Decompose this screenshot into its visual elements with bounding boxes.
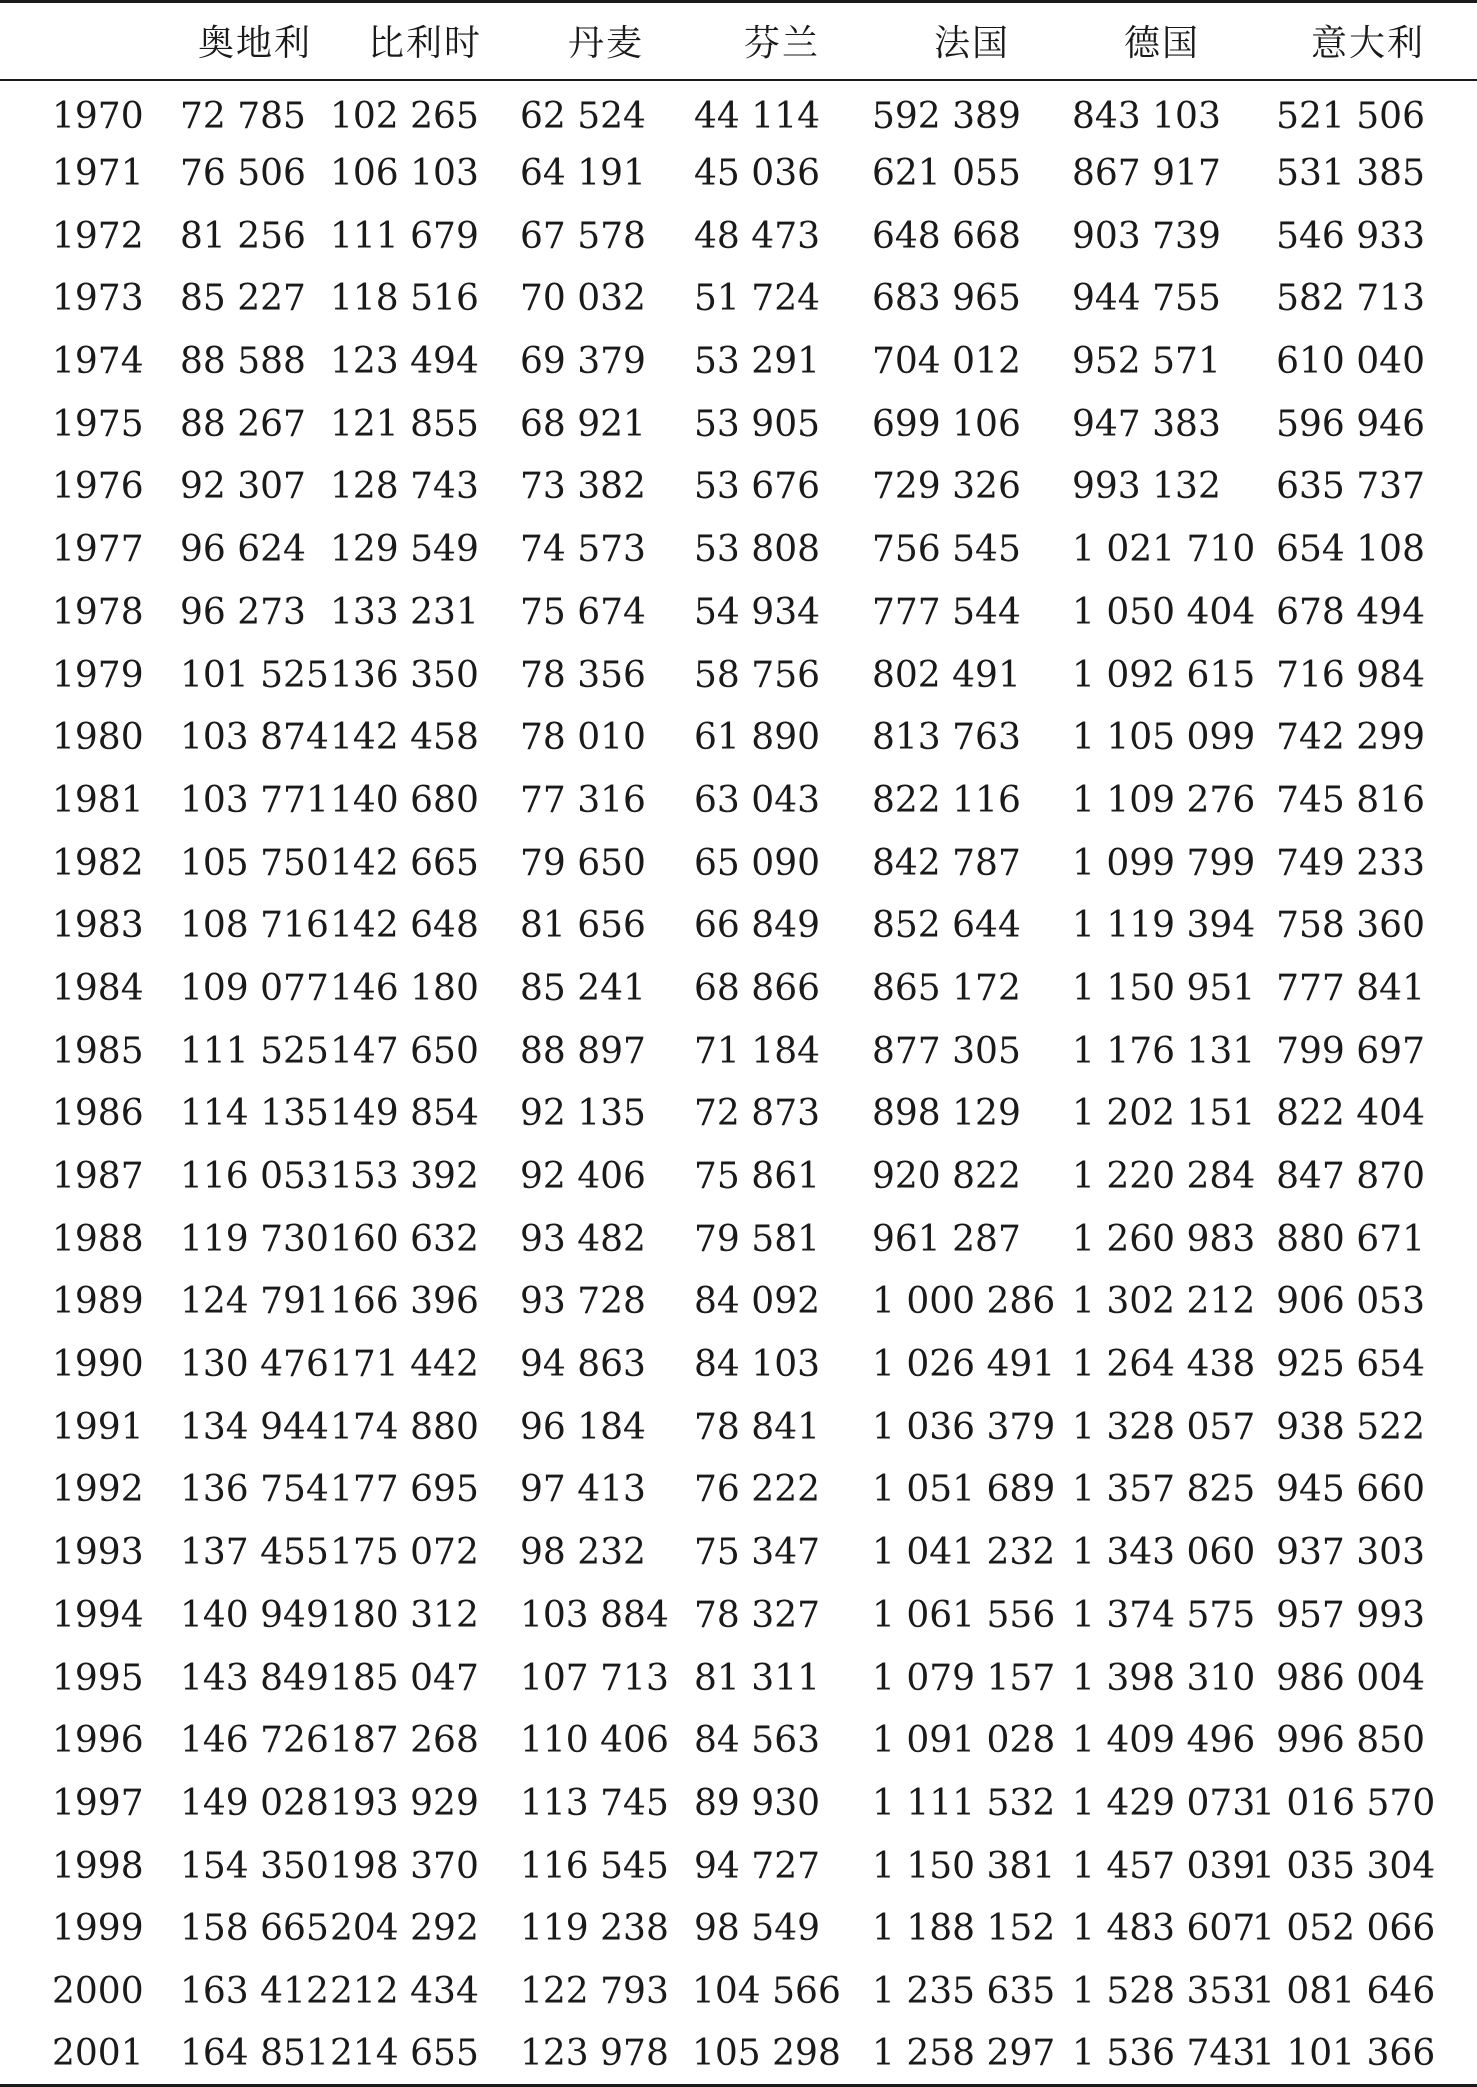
table-row (0, 1521, 1477, 1584)
table-cell: 140 680 (330, 779, 479, 821)
table-cell: 53 676 (694, 466, 820, 508)
table-cell: 74 573 (520, 529, 646, 571)
table-cell: 78 327 (694, 1594, 820, 1636)
table-row (0, 456, 1477, 519)
table-cell: 143 849 (180, 1657, 329, 1699)
table-cell: 986 004 (1276, 1657, 1425, 1699)
table-cell: 635 737 (1276, 466, 1425, 508)
table-row (0, 1083, 1477, 1146)
table-cell: 79 650 (520, 842, 646, 884)
table-cell: 75 347 (694, 1532, 820, 1574)
table-cell: 136 754 (180, 1469, 329, 1511)
table-cell: 1 105 099 (1072, 717, 1256, 759)
table-cell: 1 457 039 (1072, 1845, 1256, 1887)
table-cell: 813 763 (872, 717, 1021, 759)
table-row (0, 1897, 1477, 1960)
table-cell: 777 841 (1276, 967, 1425, 1009)
row-year: 1999 (52, 1908, 144, 1950)
table-cell: 699 106 (872, 403, 1021, 445)
row-year: 1998 (52, 1845, 144, 1887)
header-row (0, 2, 1477, 80)
column-header: 丹麦 (520, 2, 692, 80)
table-cell: 106 103 (330, 153, 479, 195)
table-row (0, 706, 1477, 769)
row-year: 1977 (52, 529, 144, 571)
table-cell: 1 264 438 (1072, 1344, 1256, 1386)
table-cell: 94 863 (520, 1344, 646, 1386)
table-cell: 111 525 (180, 1030, 329, 1072)
table-cell: 957 993 (1276, 1594, 1425, 1636)
row-year: 1994 (52, 1594, 144, 1636)
table-row (0, 957, 1477, 1020)
table-cell: 1 374 575 (1072, 1594, 1256, 1636)
table-cell: 1 061 556 (872, 1594, 1056, 1636)
table-cell: 61 890 (694, 717, 820, 759)
table-cell: 842 787 (872, 842, 1021, 884)
table-cell: 1 035 304 (1252, 1845, 1436, 1887)
table-cell: 114 135 (180, 1093, 329, 1135)
table-cell: 85 227 (180, 278, 306, 320)
row-year: 1987 (52, 1156, 144, 1198)
table-cell: 867 917 (1072, 153, 1221, 195)
table-cell: 1 176 131 (1072, 1030, 1256, 1072)
table-cell: 749 233 (1276, 842, 1425, 884)
row-year: 1990 (52, 1344, 144, 1386)
row-year: 1993 (52, 1532, 144, 1574)
row-year: 1972 (52, 215, 144, 257)
table-cell: 193 929 (330, 1782, 479, 1824)
table-cell: 683 965 (872, 278, 1021, 320)
table-cell: 1 050 404 (1072, 591, 1256, 633)
row-year: 1973 (52, 278, 144, 320)
table-cell: 48 473 (694, 215, 820, 257)
table-cell: 1 111 532 (872, 1782, 1056, 1824)
table-cell: 758 360 (1276, 905, 1425, 947)
table-cell: 103 874 (180, 717, 329, 759)
table-cell: 880 671 (1276, 1218, 1425, 1260)
table-cell: 149 028 (180, 1782, 329, 1824)
table-cell: 920 822 (872, 1156, 1021, 1198)
table-cell: 93 728 (520, 1281, 646, 1323)
table-row (0, 142, 1477, 205)
table-cell: 44 114 (694, 95, 820, 137)
table-cell: 81 311 (694, 1657, 820, 1699)
table-cell: 961 287 (872, 1218, 1021, 1260)
table-cell: 756 545 (872, 529, 1021, 571)
table-cell: 1 000 286 (872, 1281, 1056, 1323)
row-year: 1975 (52, 403, 144, 445)
table-cell: 102 265 (330, 95, 479, 137)
table-cell: 704 012 (872, 341, 1021, 383)
table-cell: 1 052 066 (1252, 1908, 1436, 1950)
table-row (0, 1208, 1477, 1271)
table-row (0, 2023, 1477, 2086)
table-cell: 852 644 (872, 905, 1021, 947)
row-year: 1992 (52, 1469, 144, 1511)
table-cell: 119 730 (180, 1218, 329, 1260)
table-cell: 648 668 (872, 215, 1021, 257)
table-cell: 53 808 (694, 529, 820, 571)
row-year: 1985 (52, 1030, 144, 1072)
table-cell: 160 632 (330, 1218, 479, 1260)
table-row (0, 1709, 1477, 1772)
table-cell: 163 412 (180, 1970, 329, 2012)
table-cell: 865 172 (872, 967, 1021, 1009)
table-cell: 89 930 (694, 1782, 820, 1824)
table-cell: 898 129 (872, 1093, 1021, 1135)
table-row (0, 1772, 1477, 1835)
row-year: 1997 (52, 1782, 144, 1824)
table-cell: 847 870 (1276, 1156, 1425, 1198)
table-cell: 72 785 (180, 95, 306, 137)
table-cell: 96 273 (180, 591, 306, 633)
table-cell: 1 528 353 (1072, 1970, 1256, 2012)
table-row (0, 1584, 1477, 1647)
table-cell: 938 522 (1276, 1406, 1425, 1448)
table-cell: 81 656 (520, 905, 646, 947)
column-header: 德国 (1072, 2, 1252, 80)
table-cell: 947 383 (1072, 403, 1221, 445)
table-cell: 66 849 (694, 905, 820, 947)
table-cell: 116 545 (520, 1845, 669, 1887)
table-cell: 1 092 615 (1072, 654, 1256, 696)
table-row (0, 1333, 1477, 1396)
table-cell: 204 292 (330, 1908, 479, 1950)
table-cell: 128 743 (330, 466, 479, 508)
table-cell: 79 581 (694, 1218, 820, 1260)
table-cell: 76 506 (180, 153, 306, 195)
table-cell: 140 949 (180, 1594, 329, 1636)
table-cell: 88 897 (520, 1030, 646, 1072)
table-cell: 154 350 (180, 1845, 329, 1887)
row-year: 1978 (52, 591, 144, 633)
table-cell: 71 184 (694, 1030, 820, 1072)
row-year: 1982 (52, 842, 144, 884)
table-row (0, 1396, 1477, 1459)
table-cell: 993 132 (1072, 466, 1221, 508)
table-cell: 94 727 (694, 1845, 820, 1887)
table-cell: 212 434 (330, 1970, 479, 2012)
table-cell: 546 933 (1276, 215, 1425, 257)
table-cell: 1 051 689 (872, 1469, 1056, 1511)
table-cell: 1 302 212 (1072, 1281, 1256, 1323)
table-cell: 187 268 (330, 1720, 479, 1762)
table-cell: 123 494 (330, 341, 479, 383)
column-header: 意大利 (1252, 2, 1477, 80)
row-year: 2001 (0, 2023, 180, 2086)
table-cell: 166 396 (330, 1281, 479, 1323)
table-cell: 937 303 (1276, 1532, 1425, 1574)
table-cell: 877 305 (872, 1030, 1021, 1072)
table-cell: 1 150 381 (872, 1845, 1056, 1887)
table-cell: 944 755 (1072, 278, 1221, 320)
table-cell: 729 326 (872, 466, 1021, 508)
table-cell: 103 771 (180, 779, 329, 821)
table-cell: 596 946 (1276, 403, 1425, 445)
table-cell: 124 791 (180, 1281, 329, 1323)
row-year: 1970 (52, 95, 144, 137)
table-body (0, 80, 1477, 2086)
row-year: 1983 (52, 905, 144, 947)
row-year: 1986 (52, 1093, 144, 1135)
table-cell: 97 413 (520, 1469, 646, 1511)
table-cell: 84 103 (694, 1344, 820, 1386)
table-cell: 62 524 (520, 95, 646, 137)
table-row (0, 1271, 1477, 1334)
table-cell: 96 184 (520, 1406, 646, 1448)
table-row (0, 1835, 1477, 1898)
table-cell: 103 884 (520, 1594, 669, 1636)
table-cell: 1 081 646 (1252, 1970, 1436, 2012)
table-row (0, 330, 1477, 393)
table-cell: 64 191 (520, 153, 646, 195)
table-cell: 149 854 (330, 1093, 479, 1135)
table-cell: 180 312 (330, 1594, 479, 1636)
row-year: 1984 (52, 967, 144, 1009)
table-cell: 88 588 (180, 341, 306, 383)
table-cell: 1 079 157 (872, 1657, 1056, 1699)
table-cell: 133 231 (330, 591, 479, 633)
table-row (0, 1459, 1477, 1522)
table-cell: 72 873 (694, 1093, 820, 1135)
header-corner (0, 2, 180, 80)
table-cell: 716 984 (1276, 654, 1425, 696)
table-cell: 822 116 (872, 779, 1021, 821)
table-cell: 77 316 (520, 779, 646, 821)
table-cell: 777 544 (872, 591, 1021, 633)
table-cell: 198 370 (330, 1845, 479, 1887)
row-year: 1979 (52, 654, 144, 696)
table-cell: 952 571 (1072, 341, 1221, 383)
table-cell: 98 232 (520, 1532, 646, 1574)
table-cell: 153 392 (330, 1156, 479, 1198)
table-cell: 164 851 (180, 2023, 330, 2086)
table-cell: 177 695 (330, 1469, 479, 1511)
column-header: 法国 (872, 2, 1072, 80)
table-cell: 69 379 (520, 341, 646, 383)
table-cell: 54 934 (694, 591, 820, 633)
table-cell: 621 055 (872, 153, 1021, 195)
table-cell: 119 238 (520, 1908, 669, 1950)
table-cell: 88 267 (180, 403, 306, 445)
table-cell: 108 716 (180, 905, 329, 947)
table-cell: 70 032 (520, 278, 646, 320)
table-cell: 1 109 276 (1072, 779, 1256, 821)
table-cell: 53 905 (694, 403, 820, 445)
table-cell: 1 091 028 (872, 1720, 1056, 1762)
table-cell: 142 665 (330, 842, 479, 884)
table-row (0, 1960, 1477, 2023)
table-cell: 67 578 (520, 215, 646, 257)
table-cell: 1 357 825 (1072, 1469, 1256, 1511)
table-cell: 58 756 (694, 654, 820, 696)
table-row (0, 268, 1477, 331)
table-cell: 134 944 (180, 1406, 329, 1448)
table-cell: 214 655 (330, 2023, 520, 2086)
table-cell: 73 382 (520, 466, 646, 508)
table-cell: 158 665 (180, 1908, 329, 1950)
table-row (0, 769, 1477, 832)
table-cell: 185 047 (330, 1657, 479, 1699)
table-cell: 1 026 491 (872, 1344, 1056, 1386)
table-cell: 75 861 (694, 1156, 820, 1198)
table-cell: 996 850 (1276, 1720, 1425, 1762)
table-cell: 1 409 496 (1072, 1720, 1256, 1762)
table-cell: 96 624 (180, 529, 306, 571)
table-row (0, 393, 1477, 456)
table-cell: 68 921 (520, 403, 646, 445)
table-cell: 113 745 (520, 1782, 669, 1824)
table-cell: 592 389 (872, 95, 1021, 137)
table-header (0, 2, 1477, 80)
table-cell: 906 053 (1276, 1281, 1425, 1323)
table-cell: 1 101 366 (1252, 2023, 1477, 2086)
row-year: 1981 (52, 779, 144, 821)
table-cell: 799 697 (1276, 1030, 1425, 1072)
table-cell: 174 880 (330, 1406, 479, 1448)
table-cell: 1 235 635 (872, 1970, 1056, 2012)
table-cell: 142 648 (330, 905, 479, 947)
table-cell: 116 053 (180, 1156, 329, 1198)
table-cell: 1 260 983 (1072, 1218, 1256, 1260)
table-cell: 109 077 (180, 967, 329, 1009)
table-cell: 1 328 057 (1072, 1406, 1256, 1448)
table-cell: 78 010 (520, 717, 646, 759)
table-cell: 146 180 (330, 967, 479, 1009)
table-cell: 1 150 951 (1072, 967, 1256, 1009)
table-cell: 171 442 (330, 1344, 479, 1386)
table-cell: 92 307 (180, 466, 306, 508)
table-cell: 582 713 (1276, 278, 1425, 320)
table-row (0, 581, 1477, 644)
table-cell: 147 650 (330, 1030, 479, 1072)
table-cell: 1 536 743 (1072, 2023, 1252, 2086)
row-year: 1971 (52, 153, 144, 195)
row-year: 1988 (52, 1218, 144, 1260)
table-cell: 175 072 (330, 1532, 479, 1574)
row-year: 2000 (52, 1970, 144, 2012)
table-cell: 1 398 310 (1072, 1657, 1256, 1699)
table-cell: 84 563 (694, 1720, 820, 1762)
table-row (0, 1020, 1477, 1083)
table-cell: 531 385 (1276, 153, 1425, 195)
row-year: 1974 (52, 341, 144, 383)
row-year: 1989 (52, 1281, 144, 1323)
table-row (0, 518, 1477, 581)
table-cell: 105 750 (180, 842, 329, 884)
table-cell: 105 298 (692, 2023, 872, 2086)
table-cell: 945 660 (1276, 1469, 1425, 1511)
table-cell: 903 739 (1072, 215, 1221, 257)
table-cell: 142 458 (330, 717, 479, 759)
table-row (0, 894, 1477, 957)
table-cell: 118 516 (330, 278, 479, 320)
table-cell: 81 256 (180, 215, 306, 257)
table-cell: 107 713 (520, 1657, 669, 1699)
table-cell: 76 222 (694, 1469, 820, 1511)
table-cell: 92 406 (520, 1156, 646, 1198)
table-cell: 1 429 073 (1072, 1782, 1256, 1824)
row-year: 1996 (52, 1720, 144, 1762)
table-cell: 1 343 060 (1072, 1532, 1256, 1574)
column-header: 芬兰 (692, 2, 872, 80)
table-cell: 1 021 710 (1072, 529, 1256, 571)
table-cell: 1 119 394 (1072, 905, 1256, 947)
table-cell: 1 220 284 (1072, 1156, 1256, 1198)
table-cell: 1 258 297 (872, 2023, 1072, 2086)
table-cell: 1 041 232 (872, 1532, 1056, 1574)
row-year: 1991 (52, 1406, 144, 1448)
table-cell: 78 356 (520, 654, 646, 696)
row-year: 1976 (52, 466, 144, 508)
table-cell: 802 491 (872, 654, 1021, 696)
column-header: 比利时 (330, 2, 520, 80)
table-row (0, 1647, 1477, 1710)
table-cell: 84 092 (694, 1281, 820, 1323)
table-row (0, 832, 1477, 895)
table-cell: 68 866 (694, 967, 820, 1009)
table-cell: 53 291 (694, 341, 820, 383)
table-row (0, 1145, 1477, 1208)
table-cell: 93 482 (520, 1218, 646, 1260)
table-cell: 75 674 (520, 591, 646, 633)
table-cell: 98 549 (694, 1908, 820, 1950)
table-cell: 65 090 (694, 842, 820, 884)
table-cell: 111 679 (330, 215, 479, 257)
table-cell: 45 036 (694, 153, 820, 195)
table-cell: 92 135 (520, 1093, 646, 1135)
table-cell: 822 404 (1276, 1093, 1425, 1135)
table-cell: 104 566 (692, 1970, 841, 2012)
table-cell: 1 188 152 (872, 1908, 1056, 1950)
table-cell: 137 455 (180, 1532, 329, 1574)
table-cell: 1 202 151 (1072, 1093, 1256, 1135)
table-cell: 78 841 (694, 1406, 820, 1448)
table-cell: 51 724 (694, 278, 820, 320)
table-cell: 122 793 (520, 1970, 669, 2012)
table-row (0, 80, 1477, 143)
table-cell: 1 016 570 (1252, 1782, 1436, 1824)
table-cell: 610 040 (1276, 341, 1425, 383)
table-cell: 101 525 (180, 654, 329, 696)
table-cell: 843 103 (1072, 95, 1221, 137)
table-cell: 1 099 799 (1072, 842, 1256, 884)
row-year: 1980 (52, 717, 144, 759)
table-cell: 121 855 (330, 403, 479, 445)
column-header: 奥地利 (180, 2, 330, 80)
table-cell: 1 483 607 (1072, 1908, 1256, 1950)
table-cell: 129 549 (330, 529, 479, 571)
table-cell: 85 241 (520, 967, 646, 1009)
row-year: 1995 (52, 1657, 144, 1699)
table-cell: 1 036 379 (872, 1406, 1056, 1448)
table-cell: 130 476 (180, 1344, 329, 1386)
table-cell: 742 299 (1276, 717, 1425, 759)
table-cell: 678 494 (1276, 591, 1425, 633)
table-cell: 136 350 (330, 654, 479, 696)
table-cell: 63 043 (694, 779, 820, 821)
table-cell: 123 978 (520, 2023, 692, 2086)
table-cell: 146 726 (180, 1720, 329, 1762)
table-cell: 925 654 (1276, 1344, 1425, 1386)
table-cell: 110 406 (520, 1720, 669, 1762)
table-cell: 654 108 (1276, 529, 1425, 571)
table-cell: 521 506 (1276, 95, 1425, 137)
table-cell: 745 816 (1276, 779, 1425, 821)
table-row (0, 644, 1477, 707)
table-row (0, 205, 1477, 268)
